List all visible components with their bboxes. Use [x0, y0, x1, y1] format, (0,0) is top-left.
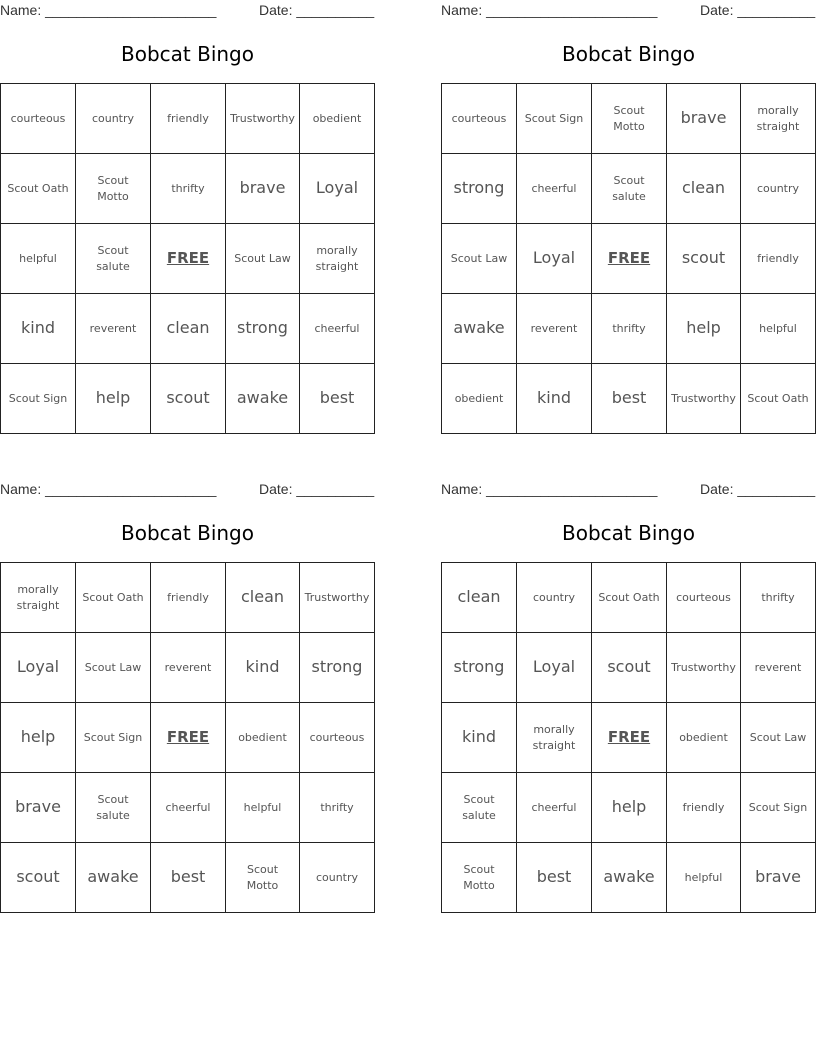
bingo-cell: thrifty — [300, 773, 374, 843]
free-space-cell: FREE — [592, 703, 667, 773]
bingo-cell: Scout Sign — [517, 84, 592, 154]
bingo-cell: kind — [1, 294, 76, 364]
bingo-cell: Scout salute — [592, 154, 667, 224]
bingo-cell: cheerful — [517, 154, 592, 224]
bingo-cell: brave — [755, 867, 801, 887]
bingo-cell: awake — [442, 294, 517, 364]
bingo-cell: Loyal — [1, 633, 76, 703]
bingo-cell: helpful — [226, 773, 300, 843]
bingo-cell: Scout salute — [442, 773, 517, 843]
bingo-cell: strong — [442, 154, 517, 224]
bingo-cell: Scout Sign — [741, 773, 815, 843]
bingo-cell: courteous — [667, 563, 741, 633]
bingo-cell: Scout Sign — [76, 703, 151, 773]
bingo-cell: helpful — [667, 843, 741, 912]
bingo-cell: friendly — [151, 563, 226, 633]
bingo-cell: cheerful — [517, 773, 592, 843]
card-title: Bobcat Bingo — [562, 42, 695, 66]
name-field: Name: ______________________ — [441, 481, 658, 497]
bingo-cell: scout — [592, 633, 667, 703]
bingo-cell: best — [151, 843, 226, 912]
bingo-cell: scout — [667, 224, 741, 294]
card-title: Bobcat Bingo — [121, 521, 254, 545]
bingo-cell: helpful — [741, 294, 815, 364]
bingo-cell: scout — [151, 364, 226, 433]
bingo-cell: strong — [300, 633, 374, 703]
bingo-cell: courteous — [1, 84, 76, 154]
date-field: Date: __________ — [700, 481, 816, 497]
bingo-cell: country — [741, 154, 815, 224]
bingo-cell: reverent — [76, 294, 151, 364]
bingo-cell: Trustworthy — [226, 84, 300, 154]
bingo-grid — [0, 83, 375, 434]
date-field: Date: __________ — [700, 2, 816, 18]
bingo-cell: clean — [151, 294, 226, 364]
bingo-cell: best — [592, 364, 667, 433]
bingo-cell: scout — [1, 843, 76, 912]
bingo-cell: obedient — [442, 364, 517, 433]
bingo-cell: help — [76, 364, 151, 433]
bingo-cell: Scout Law — [76, 633, 151, 703]
bingo-cell: Scout Oath — [747, 391, 809, 405]
bingo-cell: Scout Law — [442, 224, 517, 294]
bingo-cell: awake — [226, 364, 300, 433]
bingo-cell: reverent — [741, 633, 815, 703]
bingo-cell: Loyal — [517, 224, 592, 294]
bingo-cell: brave — [1, 773, 76, 843]
bingo-cell: friendly — [667, 773, 741, 843]
bingo-cell: Trustworthy — [667, 633, 741, 703]
free-space-cell: FREE — [151, 224, 226, 294]
bingo-cell: Scout Motto — [592, 84, 667, 154]
bingo-cell: obedient — [226, 703, 300, 773]
bingo-cell: brave — [226, 154, 300, 224]
bingo-cell: friendly — [741, 224, 815, 294]
bingo-cell: Scout Sign — [1, 364, 76, 433]
bingo-cell: strong — [226, 294, 300, 364]
bingo-card — [441, 479, 816, 913]
bingo-cell: Loyal — [300, 154, 374, 224]
bingo-card — [0, 479, 375, 913]
name-field: Name: ______________________ — [0, 2, 217, 18]
name-field: Name: ______________________ — [441, 2, 658, 18]
bingo-cell: Scout Law — [741, 703, 815, 773]
bingo-cell: clean — [226, 563, 300, 633]
bingo-cell: Scout Law — [226, 224, 300, 294]
bingo-cell: morally straight — [300, 224, 374, 294]
name-field: Name: ______________________ — [0, 481, 217, 497]
bingo-cell: Loyal — [517, 633, 592, 703]
card-title: Bobcat Bingo — [121, 42, 254, 66]
bingo-cell: clean — [667, 154, 741, 224]
bingo-card — [0, 0, 375, 434]
bingo-cell: thrifty — [741, 563, 815, 633]
bingo-cell: country — [76, 84, 151, 154]
bingo-cell: reverent — [517, 294, 592, 364]
bingo-cell: Scout Motto — [76, 154, 151, 224]
bingo-cell: courteous — [442, 84, 517, 154]
bingo-cell: help — [592, 773, 667, 843]
bingo-cell: Scout salute — [76, 773, 151, 843]
date-field: Date: __________ — [259, 2, 375, 18]
free-space-cell: FREE — [592, 224, 667, 294]
bingo-cell: cheerful — [300, 294, 374, 364]
bingo-cell: kind — [517, 364, 592, 433]
bingo-cell: Scout salute — [76, 224, 151, 294]
bingo-grid — [441, 562, 816, 913]
bingo-cell: country — [315, 870, 359, 884]
bingo-cell: kind — [226, 633, 300, 703]
bingo-grid — [0, 562, 375, 913]
bingo-cell: morally straight — [1, 563, 76, 633]
bingo-cell: help — [667, 294, 741, 364]
bingo-cell: best — [517, 843, 592, 912]
bingo-cell: country — [517, 563, 592, 633]
date-field: Date: __________ — [259, 481, 375, 497]
bingo-cell: Scout Motto — [226, 843, 300, 912]
bingo-cell: Scout Motto — [442, 843, 517, 912]
bingo-cell: Scout Oath — [592, 563, 667, 633]
bingo-cell: Trustworthy — [300, 563, 374, 633]
bingo-cell: obedient — [300, 84, 374, 154]
card-title: Bobcat Bingo — [562, 521, 695, 545]
bingo-cell: best — [319, 388, 355, 408]
bingo-cell: reverent — [151, 633, 226, 703]
bingo-cell: thrifty — [151, 154, 226, 224]
bingo-cell: thrifty — [592, 294, 667, 364]
bingo-cell: Scout Oath — [1, 154, 76, 224]
bingo-card — [441, 0, 816, 434]
bingo-grid — [441, 83, 816, 434]
bingo-cell: Trustworthy — [667, 364, 741, 433]
bingo-cell: Scout Oath — [76, 563, 151, 633]
bingo-cell: awake — [592, 843, 667, 912]
bingo-cell: strong — [442, 633, 517, 703]
bingo-cell: helpful — [1, 224, 76, 294]
bingo-cell: obedient — [667, 703, 741, 773]
bingo-cell: friendly — [151, 84, 226, 154]
bingo-cell: morally straight — [741, 84, 815, 154]
bingo-cell: morally straight — [517, 703, 592, 773]
bingo-cell: awake — [76, 843, 151, 912]
bingo-cell: clean — [442, 563, 517, 633]
bingo-cell: help — [1, 703, 76, 773]
free-space-cell: FREE — [151, 703, 226, 773]
bingo-cell: courteous — [300, 703, 374, 773]
bingo-cell: brave — [667, 84, 741, 154]
bingo-cell: cheerful — [151, 773, 226, 843]
bingo-cell: kind — [442, 703, 517, 773]
